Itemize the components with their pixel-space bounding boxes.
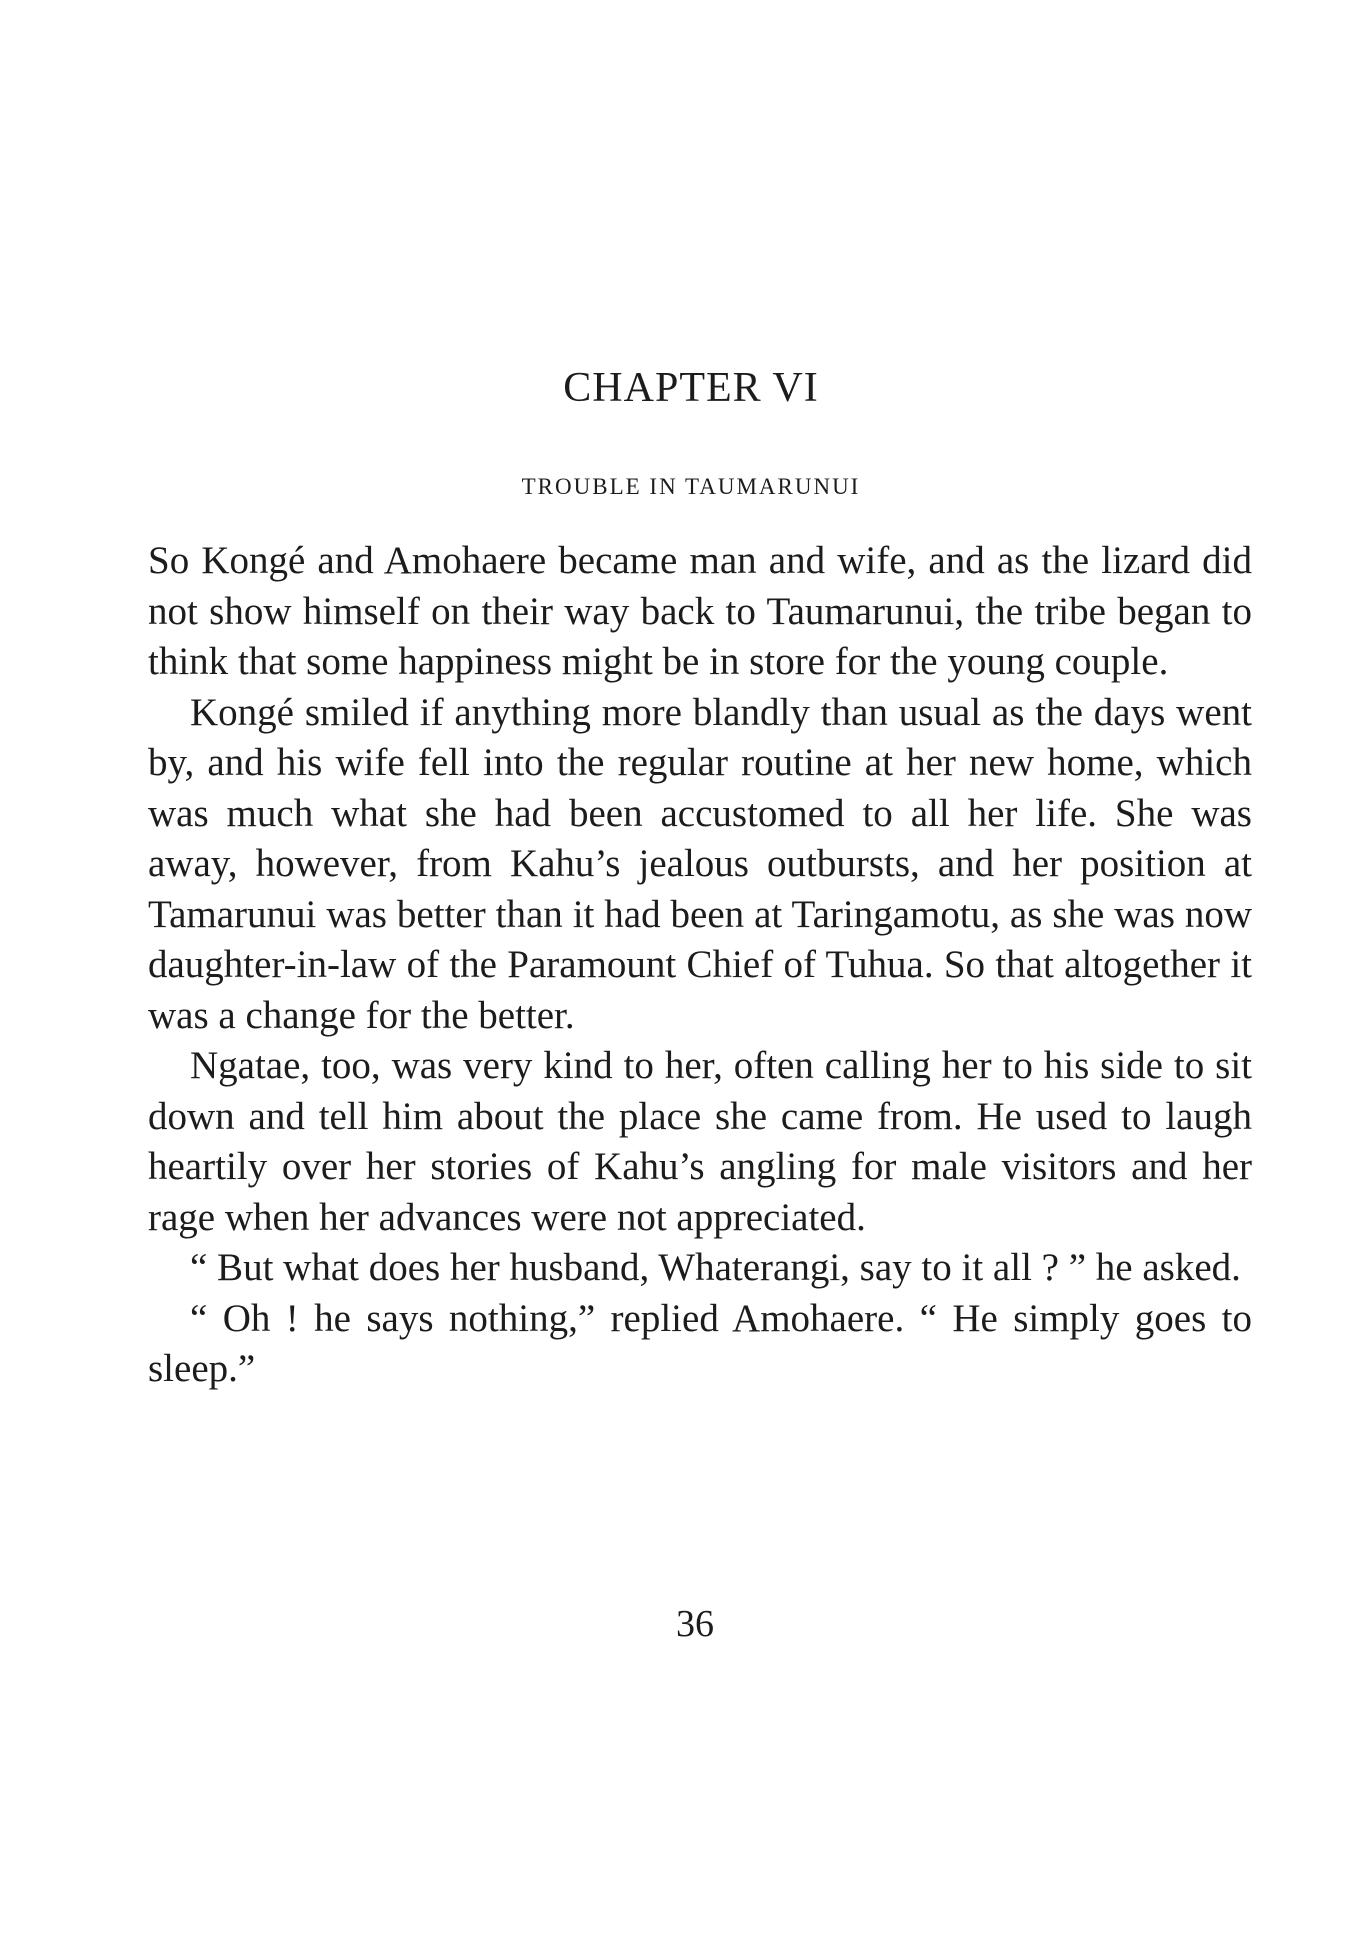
chapter-title: CHAPTER VI: [563, 365, 819, 411]
body-text: [148, 536, 1252, 1395]
paragraph: “ But what does her husband, Whaterangi, say to it all ? ” he asked.: [190, 1246, 1241, 1289]
chapter-subtitle: TROUBLE IN TAUMARUNUI: [521, 474, 861, 499]
paragraph: Kongé smiled if anything more blandly than usual as the days went by, and his wife fell into the regular routine at her new home, which was much what she had been accustomed to all her life. She was away, however, from Kahu’s jealous outbursts, and her position at Tamarunui was better than it had been at Taringamotu, as she was now daughter-in-law of the Paramount Chief of Tuhua. So that altogether it was a change for the better.: [148, 690, 1252, 1037]
paragraph: Ngatae, too, was very kind to her, often calling her to his side to sit down and tell him about the place she came from. He used to laugh heartily over her stories of Kahu’s angling for male visitors and her rage when her advances were not appreciated.: [148, 1044, 1252, 1239]
paragraph: “ Oh ! he says nothing,” replied Amohaere. “ He simply goes to sleep.”: [148, 1296, 1252, 1390]
page-number: 36: [676, 1603, 714, 1645]
paragraph: So Kongé and Amohaere became man and wife, and as the lizard did not show himself on their way back to Taumarunui, the tribe began to think that some happiness might be in store for the young couple.: [148, 539, 1252, 683]
